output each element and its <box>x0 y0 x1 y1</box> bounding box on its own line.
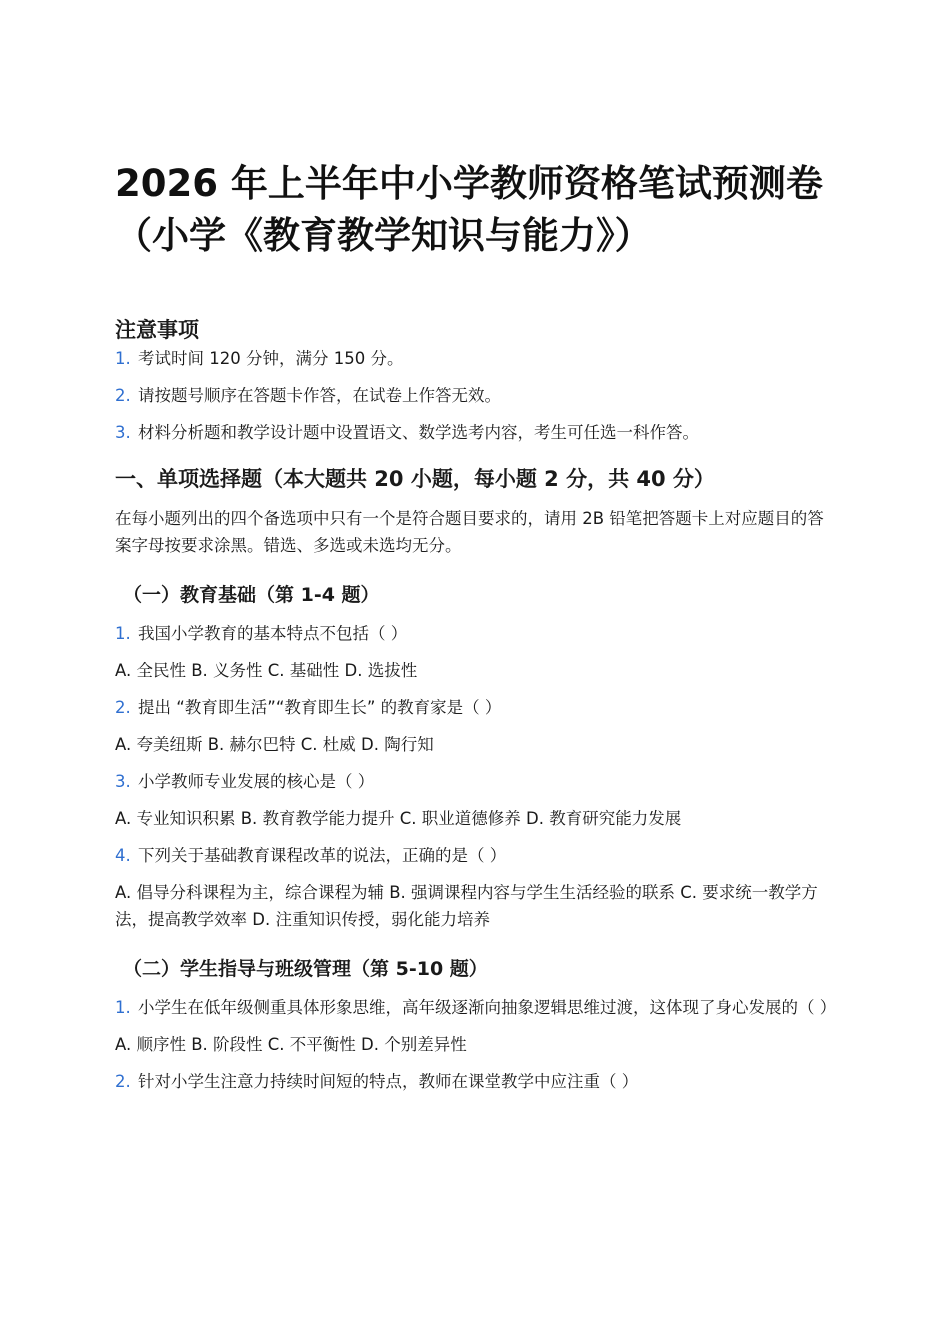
question-item <box>115 694 837 758</box>
question-options: A. 专业知识积累 B. 教育教学能力提升 C. 职业道德修养 D. 教育研究能力发展 <box>115 809 682 828</box>
question-stem <box>115 694 837 721</box>
question-stem <box>115 768 837 795</box>
notice-heading: 注意事项 <box>115 318 199 342</box>
question-text: 针对小学生注意力持续时间短的特点，教师在课堂教学中应注重（ ） <box>138 1072 639 1091</box>
question-stem <box>115 994 837 1021</box>
section-heading: 一、单项选择题（本大题共 20 小题，每小题 2 分，共 40 分） <box>115 467 715 491</box>
question-text: 提出 “教育即生活”“教育即生长” 的教育家是（ ） <box>138 698 502 717</box>
notice-text: 材料分析题和教学设计题中设置语文、数学选考内容，考生可任选一科作答。 <box>138 423 699 442</box>
notice-list <box>115 345 837 446</box>
part-heading: （一）教育基础（第 1-4 题） <box>123 584 380 606</box>
question-text: 我国小学教育的基本特点不包括（ ） <box>138 624 408 643</box>
question-number: 2. <box>115 1072 131 1091</box>
list-number: 2. <box>115 386 131 405</box>
question-item <box>115 842 837 933</box>
question-options: A. 全民性 B. 义务性 C. 基础性 D. 选拔性 <box>115 661 418 680</box>
question-item <box>115 1068 837 1095</box>
question-options: A. 夸美纽斯 B. 赫尔巴特 C. 杜威 D. 陶行知 <box>115 735 434 754</box>
question-options: A. 顺序性 B. 阶段性 C. 不平衡性 D. 个别差异性 <box>115 1035 467 1054</box>
question-text: 小学生在低年级侧重具体形象思维，高年级逐渐向抽象逻辑思维过渡，这体现了身心发展的（ ） <box>138 998 837 1017</box>
question-number: 2. <box>115 698 131 717</box>
notice-item <box>115 382 837 409</box>
document-title: 2026 年上半年中小学教师资格笔试预测卷（小学《教育教学知识与能力》） <box>115 162 823 257</box>
question-stem <box>115 620 837 647</box>
section-intro: 在每小题列出的四个备选项中只有一个是符合题目要求的，请用 2B 铅笔把答题卡上对应题目的答案字母按要求涂黑。错选、多选或未选均无分。 <box>115 509 824 555</box>
notice-text: 考试时间 120 分钟，满分 150 分。 <box>138 349 404 368</box>
question-number: 1. <box>115 998 131 1017</box>
question-stem <box>115 842 837 869</box>
list-number: 3. <box>115 423 131 442</box>
question-stem <box>115 1068 837 1095</box>
notice-item <box>115 345 837 372</box>
list-number: 1. <box>115 349 131 368</box>
question-number: 3. <box>115 772 131 791</box>
notice-text: 请按题号顺序在答题卡作答，在试卷上作答无效。 <box>138 386 501 405</box>
question-text: 下列关于基础教育课程改革的说法，正确的是（ ） <box>138 846 507 865</box>
question-list <box>115 620 837 933</box>
question-item <box>115 768 837 832</box>
question-options: A. 倡导分科课程为主，综合课程为辅 B. 强调课程内容与学生生活经验的联系 C. 要求统一教学方法，提高教学效率 D. 注重知识传授，弱化能力培养 <box>115 883 818 929</box>
exam-document <box>115 158 837 1095</box>
question-item <box>115 620 837 684</box>
question-number: 4. <box>115 846 131 865</box>
question-text: 小学教师专业发展的核心是（ ） <box>138 772 375 791</box>
notice-item <box>115 419 837 446</box>
question-list <box>115 994 837 1095</box>
question-number: 1. <box>115 624 131 643</box>
question-item <box>115 994 837 1058</box>
part-heading: （二）学生指导与班级管理（第 5-10 题） <box>123 958 488 980</box>
